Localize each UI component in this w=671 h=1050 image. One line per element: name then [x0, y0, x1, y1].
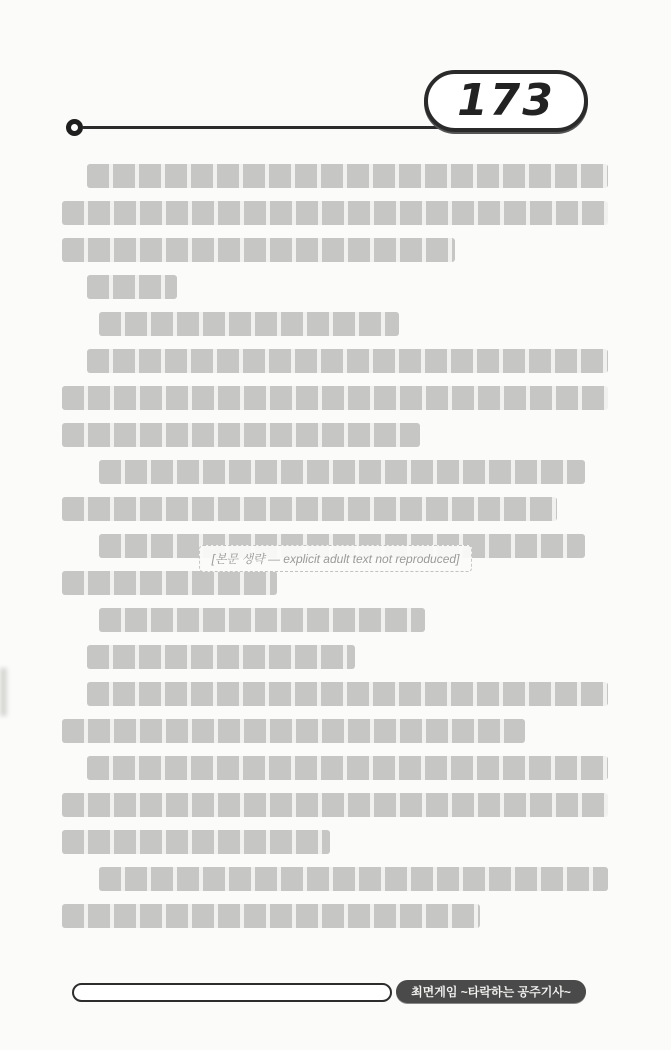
redacted-text-line: [62, 602, 608, 639]
redacted-text-line: [62, 713, 608, 750]
redacted-text-line: [62, 232, 608, 269]
page-number: 173: [457, 74, 555, 126]
footer-title-badge: [396, 980, 586, 1003]
redacted-text-line: [62, 195, 608, 232]
redacted-text-line: [62, 676, 608, 713]
redacted-text-line: [62, 380, 608, 417]
book-title: 최면게임 ~타락하는 공주기사~: [411, 985, 571, 999]
redacted-text-line: [62, 861, 608, 898]
page-number-badge: [424, 70, 588, 132]
redacted-text-line: [62, 343, 608, 380]
redacted-text-line: [62, 269, 608, 306]
scan-edge-artifact: [0, 668, 7, 716]
redacted-text-line: [62, 750, 608, 787]
redacted-text-line: [62, 491, 608, 528]
header-rule-line: [82, 126, 440, 129]
redacted-text-line: [62, 454, 608, 491]
redacted-text-line: [62, 417, 608, 454]
redacted-text-line: [62, 158, 608, 195]
redacted-text-line: [62, 306, 608, 343]
redacted-text-line: [62, 898, 608, 935]
redacted-text-line: [62, 639, 608, 676]
redaction-notice: [본문 생략 — explicit adult text not reproduced]: [199, 545, 473, 572]
header-ring-ornament: [66, 119, 83, 136]
redacted-text-line: [62, 787, 608, 824]
footer-rule-pill: [72, 983, 392, 1002]
redacted-text-line: [62, 824, 608, 861]
